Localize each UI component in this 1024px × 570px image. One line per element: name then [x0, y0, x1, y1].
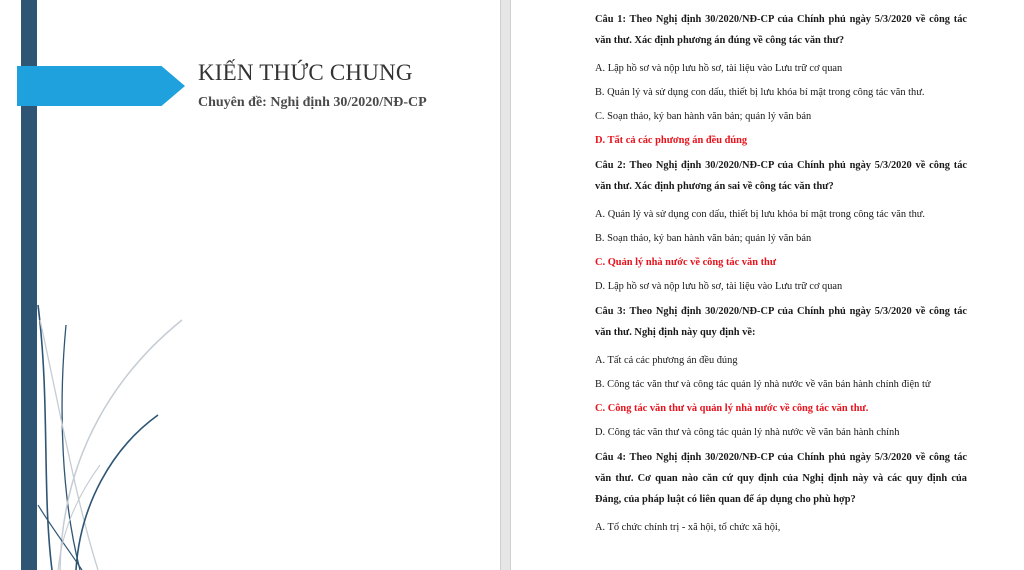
- option-text: Tổ chức chính trị - xã hội, tổ chức xã hội,: [607, 522, 781, 533]
- question-3-option-b: [595, 375, 967, 394]
- question-4: Câu 4: Theo Nghị định 30/2020/NĐ-CP của Chính phủ ngày 5/3/2020 về công tác văn thư. Cơ quan nào căn cứ quy định của Nghị định này và các quy định của Đảng, của pháp luật có liên quan để áp dụng cho phù hợp?: [595, 452, 967, 505]
- option-text: Quản lý và sử dụng con dấu, thiết bị lưu khóa bí mật trong công tác văn thư.: [607, 209, 926, 220]
- question-2-option-a: [595, 205, 967, 224]
- option-label: C.: [595, 111, 605, 122]
- option-text: Công tác văn thư và quản lý nhà nước về công tác văn thư.: [607, 403, 869, 414]
- cover-subtitle: Chuyên đề: Nghị định 30/2020/NĐ-CP: [198, 95, 427, 110]
- option-text: Công tác văn thư và công tác quản lý nhà nước về văn bản hành chính điện tử: [607, 379, 931, 390]
- question-3-option-c-correct: [595, 399, 967, 418]
- option-label: D.: [595, 427, 606, 438]
- option-text: Quản lý và sử dụng con dấu, thiết bị lưu khóa bí mật trong công tác văn thư.: [607, 87, 925, 98]
- option-text: Tất cả các phương án đều đúng: [607, 135, 748, 146]
- question-1-option-c: [595, 107, 967, 126]
- question-1-option-d-correct: [595, 131, 967, 150]
- option-label: B.: [595, 87, 605, 98]
- question-1: Câu 1: Theo Nghị định 30/2020/NĐ-CP của Chính phủ ngày 5/3/2020 về công tác văn thư. Xác định phương án đúng về công tác văn thư?: [595, 14, 967, 46]
- option-text: Lập hồ sơ và nộp lưu hồ sơ, tài liệu vào Lưu trữ cơ quan: [607, 281, 843, 292]
- option-label: A.: [595, 209, 606, 220]
- option-text: Lập hồ sơ và nộp lưu hồ sơ, tài liệu vào Lưu trữ cơ quan: [607, 63, 843, 74]
- option-text: Công tác văn thư và công tác quản lý nhà nước về văn bản hành chính: [607, 427, 900, 438]
- question-2-option-b: [595, 229, 967, 248]
- decorative-swoosh-lines: [0, 290, 200, 570]
- question-1-option-a: [595, 59, 967, 78]
- option-label: D.: [595, 135, 606, 146]
- cover-title: KIẾN THỨC CHUNG: [198, 60, 413, 85]
- option-label: B.: [595, 379, 605, 390]
- question-4-option-a: [595, 518, 967, 537]
- option-label: A.: [595, 522, 606, 533]
- option-text: Soạn thảo, ký ban hành văn bản; quản lý văn bản: [607, 111, 812, 122]
- option-text: Quản lý nhà nước về công tác văn thư: [607, 257, 777, 268]
- question-2-option-d: [595, 277, 967, 296]
- option-text: Tất cả các phương án đều đúng: [607, 355, 738, 366]
- cover-arrow-banner: [17, 66, 185, 106]
- question-3: Câu 3: Theo Nghị định 30/2020/NĐ-CP của Chính phủ ngày 5/3/2020 về công tác văn thư. Nghị định này quy định về:: [595, 306, 967, 338]
- option-label: C.: [595, 403, 606, 414]
- questions-content: [595, 9, 967, 542]
- question-3-option-d: [595, 423, 967, 442]
- option-label: A.: [595, 355, 606, 366]
- cover-page: [0, 0, 501, 570]
- questions-page: [510, 0, 1024, 570]
- question-1-option-b: [595, 83, 967, 102]
- option-label: C.: [595, 257, 606, 268]
- option-text: Soạn thảo, ký ban hành văn bản; quản lý văn bản: [607, 233, 812, 244]
- question-2-option-c-correct: [595, 253, 967, 272]
- question-2: Câu 2: Theo Nghị định 30/2020/NĐ-CP của Chính phủ ngày 5/3/2020 về công tác văn thư. Xác định phương án sai về công tác văn thư?: [595, 160, 967, 192]
- option-label: A.: [595, 63, 606, 74]
- question-3-option-a: [595, 351, 967, 370]
- option-label: D.: [595, 281, 606, 292]
- option-label: B.: [595, 233, 605, 244]
